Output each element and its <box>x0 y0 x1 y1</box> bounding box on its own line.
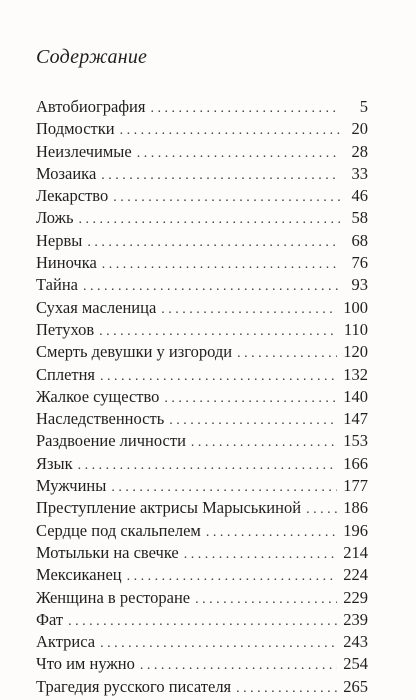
toc-entry <box>36 453 368 475</box>
page-title: Содержание <box>36 46 148 68</box>
toc-entry <box>36 207 368 229</box>
dot-leader <box>78 455 338 477</box>
toc-entry-title: Сердце под скальпелем <box>36 520 201 540</box>
toc-entry-page-number: 224 <box>343 565 368 585</box>
toc-entry-page-number: 76 <box>351 253 368 273</box>
dot-leader <box>127 566 338 588</box>
toc-entry-page-number: 265 <box>343 676 368 696</box>
toc-entry-title: Нервы <box>36 230 83 250</box>
toc-entry-page-number: 140 <box>343 386 368 406</box>
toc-entry <box>36 341 368 363</box>
toc-entry <box>36 408 368 430</box>
toc-entry-page-number: 147 <box>343 409 368 429</box>
dot-leader <box>237 343 337 365</box>
toc-entry <box>36 497 368 519</box>
toc-entry-title: Лекарство <box>36 186 109 206</box>
toc-entry-title: Язык <box>36 453 73 473</box>
toc-entry-title: Сплетня <box>36 364 96 384</box>
toc-entry <box>36 274 368 296</box>
toc-entry-page-number: 243 <box>343 632 368 652</box>
toc-entry-title: Мексиканец <box>36 565 122 585</box>
table-of-contents <box>36 96 368 698</box>
toc-entry <box>36 185 368 207</box>
toc-entry-page-number: 166 <box>343 453 368 473</box>
toc-entry-page-number: 100 <box>343 297 368 317</box>
toc-entry-page-number: 153 <box>343 431 368 451</box>
toc-entry-title: Жалкое существо <box>36 386 160 406</box>
toc-entry-page-number: 196 <box>343 520 368 540</box>
dot-leader <box>195 589 337 611</box>
toc-entry <box>36 587 368 609</box>
dot-leader <box>99 321 338 343</box>
toc-entry-title: Мотыльки на свечке <box>36 542 179 562</box>
toc-entry-title: Петухов <box>36 319 95 339</box>
toc-entry <box>36 653 368 675</box>
toc-entry <box>36 676 368 698</box>
toc-entry-title: Ложь <box>36 208 74 228</box>
toc-entry <box>36 252 368 274</box>
toc-entry-page-number: 177 <box>343 476 368 496</box>
toc-entry <box>36 364 368 386</box>
toc-entry <box>36 163 368 185</box>
toc-entry-title: Трагедия русского писателя <box>36 676 232 696</box>
dot-leader <box>206 522 337 544</box>
toc-entry-title: Сухая масленица <box>36 297 157 317</box>
toc-entry <box>36 609 368 631</box>
toc-entry-page-number: 20 <box>351 119 368 139</box>
toc-entry <box>36 386 368 408</box>
dot-leader <box>120 120 340 142</box>
dot-leader <box>113 187 340 209</box>
dot-leader <box>102 254 340 276</box>
dot-leader <box>87 232 340 254</box>
toc-entry-title: Автобиография <box>36 97 146 116</box>
dot-leader <box>68 611 337 633</box>
toc-entry <box>36 475 368 497</box>
toc-entry-page-number: 214 <box>343 542 368 562</box>
toc-entry-page-number: 254 <box>343 654 368 674</box>
dot-leader <box>101 165 340 187</box>
toc-entry-title: Женщина в ресторане <box>36 587 191 607</box>
toc-entry <box>36 297 368 319</box>
toc-entry-title: Наследственность <box>36 409 165 429</box>
toc-entry <box>36 542 368 564</box>
dot-leader <box>83 276 340 298</box>
toc-entry <box>36 319 368 341</box>
toc-entry <box>36 564 368 586</box>
toc-entry-title: Ниночка <box>36 253 97 273</box>
dot-leader <box>79 209 340 231</box>
toc-entry <box>36 631 368 653</box>
toc-entry-page-number: 229 <box>343 587 368 607</box>
toc-entry-page-number: 68 <box>351 230 368 250</box>
toc-entry-page-number: 93 <box>351 275 368 295</box>
toc-entry-page-number: 120 <box>343 342 368 362</box>
toc-entry-title: Мозаика <box>36 163 97 183</box>
toc-entry-page-number: 33 <box>351 163 368 183</box>
toc-entry-title: Подмостки <box>36 119 115 139</box>
dot-leader <box>236 678 337 700</box>
toc-entry-title: Тайна <box>36 275 78 295</box>
toc-entry-title: Фат <box>36 609 64 629</box>
dot-leader <box>184 544 337 566</box>
dot-leader <box>191 432 337 454</box>
dot-leader <box>137 143 340 165</box>
toc-entry-title: Преступление актрисы Марыськиной <box>36 498 302 518</box>
toc-entry-page-number: 46 <box>351 186 368 206</box>
toc-entry-page-number: 110 <box>343 319 368 339</box>
dot-leader <box>100 366 337 388</box>
dot-leader <box>306 499 337 521</box>
toc-entry <box>36 96 368 118</box>
toc-entry-title: Мужчины <box>36 476 107 496</box>
dot-leader <box>100 633 337 655</box>
toc-entry-title: Смерть девушки у изгороди <box>36 342 233 362</box>
toc-entry-title: Неизлечимые <box>36 141 132 161</box>
toc-entry <box>36 520 368 542</box>
toc-entry-page-number: 5 <box>359 97 368 116</box>
dot-leader <box>111 477 337 499</box>
toc-entry <box>36 118 368 140</box>
toc-entry <box>36 230 368 252</box>
toc-entry <box>36 141 368 163</box>
toc-entry-title: Что им нужно <box>36 654 135 674</box>
toc-entry-title: Раздвоение личности <box>36 431 186 451</box>
dot-leader <box>150 98 340 120</box>
toc-entry <box>36 430 368 452</box>
dot-leader <box>140 655 337 677</box>
toc-entry-page-number: 186 <box>343 498 368 518</box>
toc-entry-page-number: 132 <box>343 364 368 384</box>
dot-leader <box>164 388 337 410</box>
toc-entry-page-number: 58 <box>351 208 368 228</box>
toc-entry-page-number: 28 <box>351 141 368 161</box>
toc-entry-title: Актриса <box>36 632 96 652</box>
dot-leader <box>161 299 337 321</box>
toc-entry-page-number: 239 <box>343 609 368 629</box>
dot-leader <box>169 410 337 432</box>
